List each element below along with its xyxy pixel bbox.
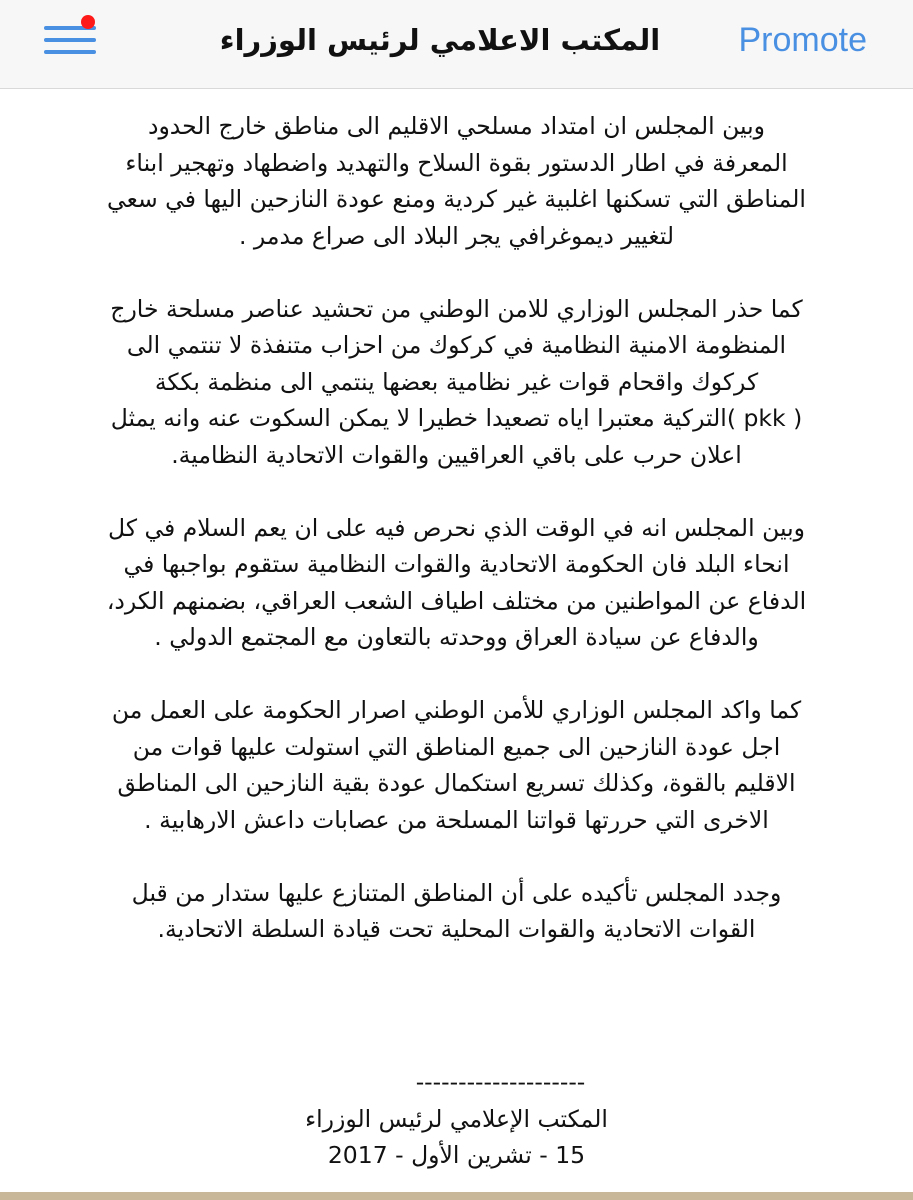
- text-line: المعرفة في اطار الدستور بقوة السلاح والتهديد واضطهاد وتهجير ابناء: [125, 148, 788, 177]
- statement-body: [20, 108, 893, 984]
- top-navigation-bar: [0, 0, 913, 89]
- signature-block: [0, 1064, 913, 1174]
- notification-dot-icon: [81, 15, 95, 29]
- text-line: وبين المجلس ان امتداد مسلحي الاقليم الى مناطق خارج الحدود: [147, 112, 765, 140]
- text-line: المنظومة الامنية النظامية في كركوك من احزاب متنفذة لا تنتمي الى: [126, 331, 787, 359]
- text-line: الدفاع عن المواطنين من مختلف اطياف الشعب العراقي، بضمنهم الكرد،: [106, 586, 807, 615]
- paragraph-4: [20, 692, 893, 838]
- text-line: وبين المجلس انه في الوقت الذي نحرص فيه على ان يعم السلام في كل: [108, 513, 805, 542]
- bottom-image-edge: [0, 1192, 913, 1200]
- date-text: 15 - تشرين الأول - 2017: [327, 1141, 586, 1169]
- text-line: كما واكد المجلس الوزاري للأمن الوطني اصرار الحكومة على العمل من: [111, 696, 802, 724]
- promote-button[interactable]: Promote: [738, 21, 867, 59]
- page-title: المكتب الاعلامي لرئيس الوزراء: [219, 23, 661, 57]
- text-line: وجدد المجلس تأكيده على أن المناطق المتنازع عليها ستدار من قبل: [131, 878, 782, 907]
- text-line: القوات الاتحادية والقوات المحلية تحت قيادة السلطة الاتحادية.: [157, 915, 756, 943]
- text-line: الاقليم بالقوة، وكذلك تسريع استكمال عودة بقية النازحين الى المناطق: [117, 769, 796, 797]
- paragraph-5: [20, 875, 893, 948]
- text-line: كركوك واقحام قوات غير نظامية بعضها ينتمي الى منظمة بككة: [154, 367, 759, 396]
- text-line: ( pkk )التركية معتبرا اياه تصعيدا خطيرا لا يمكن السكوت عنه وانه يمثل: [110, 404, 803, 432]
- text-line: الاخرى التي حررتها قواتنا المسلحة من عصابات داعش الارهابية .: [144, 805, 769, 834]
- paragraph-3: [20, 510, 893, 656]
- paragraph-1: [20, 108, 893, 254]
- text-line: والدفاع عن سيادة العراق ووحدته بالتعاون مع المجتمع الدولي .: [154, 623, 759, 651]
- text-line: انحاء البلد فان الحكومة الاتحادية والقوات النظامية ستقوم بواجبها في: [123, 550, 790, 578]
- separator-line: --------------------: [415, 1068, 586, 1096]
- menu-bar-line: [44, 50, 96, 54]
- signature-text: المكتب الإعلامي لرئيس الوزراء: [305, 1104, 608, 1133]
- text-line: اجل عودة النازحين الى جميع المناطق التي استولت عليها قوات من: [132, 732, 781, 761]
- text-line: اعلان حرب على باقي العراقيين والقوات الاتحادية النظامية.: [171, 440, 742, 469]
- hamburger-menu-icon[interactable]: [40, 18, 100, 62]
- text-line: كما حذر المجلس الوزاري للامن الوطني من تحشيد عناصر مسلحة خارج: [110, 294, 803, 323]
- paragraph-2: [20, 291, 893, 474]
- text-line: لتغيير ديموغرافي يجر البلاد الى صراع مدمر .: [238, 221, 674, 250]
- menu-bar-line: [44, 38, 96, 42]
- text-line: المناطق التي تسكنها اغلبية غير كردية ومنع عودة النازحين اليها في سعي: [107, 185, 806, 213]
